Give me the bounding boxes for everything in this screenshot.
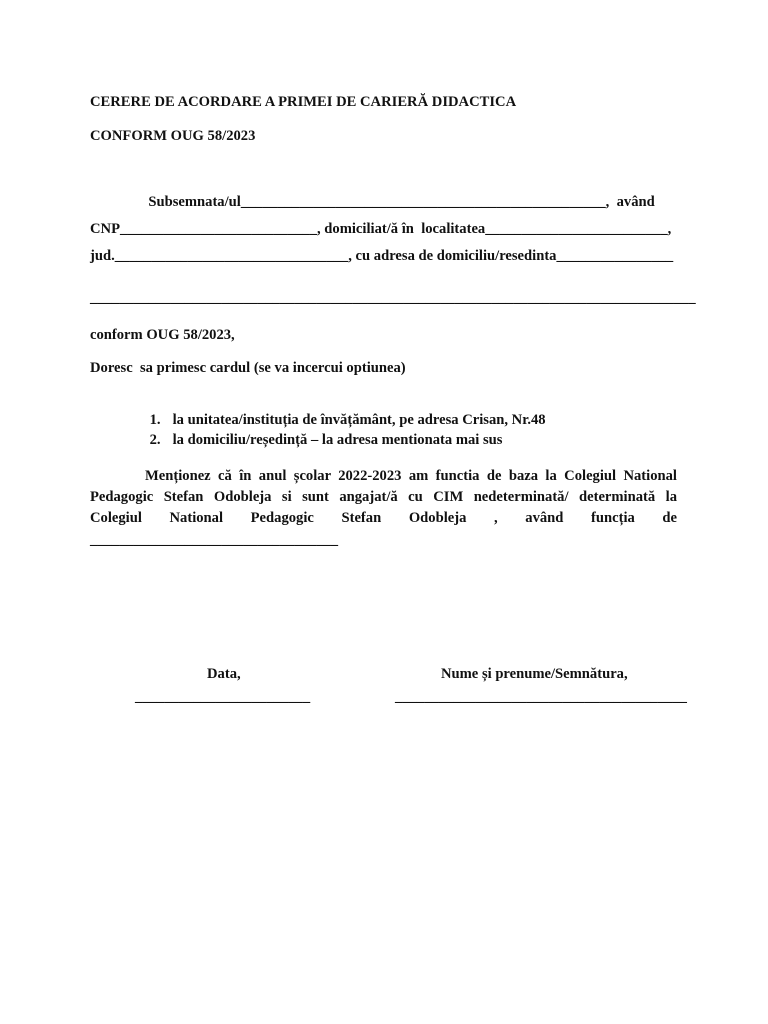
date-label: Data, bbox=[207, 666, 241, 682]
applicant-name-line: Subsemnata/ul__________________________________________________, având bbox=[90, 194, 655, 210]
card-delivery-prompt: Doresc sa primesc cardul (se va incercui optiunea) bbox=[90, 360, 406, 376]
option-text: la unitatea/instituția de învățământ, pe adresa Crisan, Nr.48 bbox=[172, 412, 546, 428]
county-address-line: jud.________________________________, cu adresa de domiciliu/resedinta________________ bbox=[90, 248, 674, 264]
option-number: 1. bbox=[149, 412, 161, 428]
date-blank-line: ________________________ bbox=[135, 689, 311, 705]
legal-basis-text: conform OUG 58/2023, bbox=[90, 327, 235, 343]
mention-paragraph-line: Colegiul National Pedagogic Stefan Odobleja , având funcția de bbox=[90, 510, 677, 526]
option-text: la domiciliu/reședință – la adresa mentionata mai sus bbox=[172, 432, 503, 448]
mention-paragraph-line: Pedagogic Stefan Odobleja si sunt angajat/ă cu CIM nedeterminată/ determinată la bbox=[90, 489, 677, 505]
function-blank-line: __________________________________ bbox=[90, 532, 339, 548]
option-number: 2. bbox=[149, 432, 161, 448]
option-item-home bbox=[135, 413, 502, 467]
document-subtitle: CONFORM OUG 58/2023 bbox=[90, 128, 256, 144]
name-signature-label: Nume și prenume/Semnătura, bbox=[441, 666, 628, 682]
document-title: CERERE DE ACORDARE A PRIMEI DE CARIERĂ DIDACTICA bbox=[90, 94, 517, 110]
cnp-locality-line: CNP___________________________, domiciliat/ă în localitatea_________________________, bbox=[90, 221, 672, 237]
address-continuation-line: ___________________________________________________________________________________ bbox=[90, 290, 696, 306]
mention-paragraph-line: Menționez că în anul școlar 2022-2023 am functia de baza la Colegiul National bbox=[145, 468, 677, 484]
signature-blank-line: ________________________________________ bbox=[395, 689, 687, 705]
